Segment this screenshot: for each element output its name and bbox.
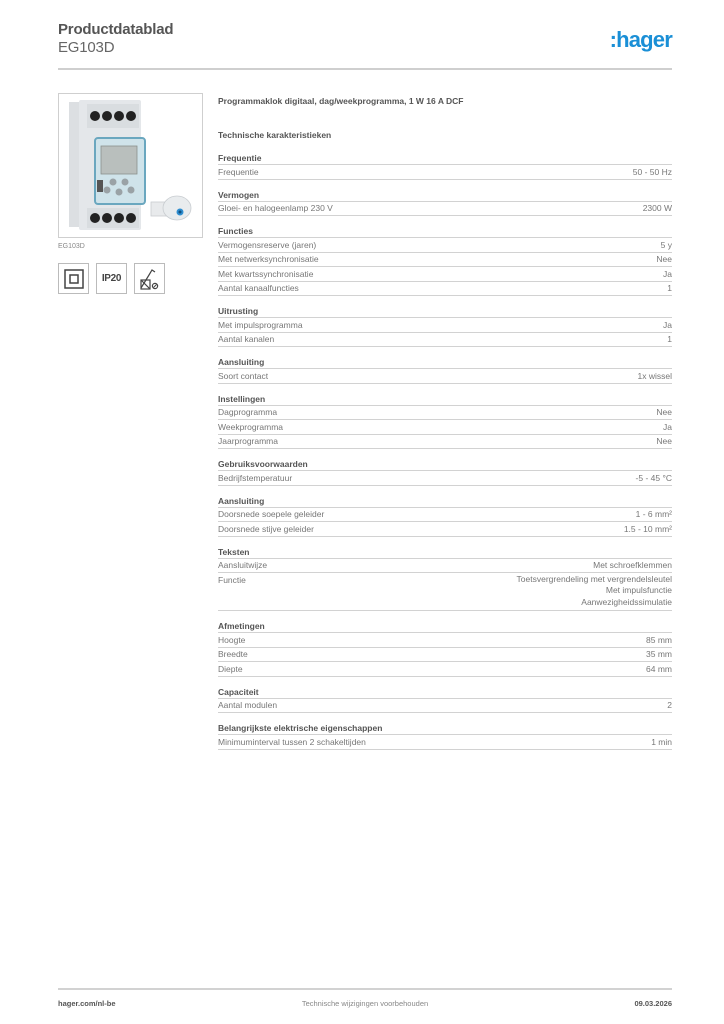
- section-title: Functies: [218, 225, 672, 238]
- section-title: Afmetingen: [218, 620, 672, 633]
- spec-label: Met netwerksynchronisatie: [218, 254, 319, 264]
- spec-section: [218, 458, 672, 486]
- spec-sections: [218, 152, 672, 750]
- footer-date: 09.03.2026: [634, 999, 672, 1008]
- spec-row: [218, 202, 672, 217]
- timer-device-illustration: [59, 94, 203, 238]
- spec-value: Ja: [663, 421, 672, 432]
- spec-label: Soort contact: [218, 370, 269, 381]
- spec-label: Diepte: [218, 663, 243, 674]
- spec-label: Frequentie: [218, 166, 259, 177]
- document-title: Productdatablad: [58, 21, 174, 38]
- spec-row: [218, 267, 672, 282]
- spec-section: [218, 189, 672, 217]
- spec-label: Dagprogramma: [218, 407, 278, 417]
- spec-label: Aantal kanaalfuncties: [218, 283, 299, 293]
- spec-value: 2: [667, 700, 672, 710]
- spec-label: Weekprogramma: [218, 421, 284, 432]
- switch-contact-icon: [134, 263, 165, 294]
- spec-value-line: Aanwezigheidssimulatie: [581, 596, 672, 607]
- spec-label: Breedte: [218, 649, 248, 659]
- spec-label: Minimuminterval tussen 2 schakeltijden: [218, 736, 366, 747]
- header-divider: [58, 68, 672, 70]
- section-title: Capaciteit: [218, 686, 672, 699]
- footer-divider: [58, 988, 672, 990]
- spec-label: Aansluitwijze: [218, 560, 268, 570]
- spec-value-line: Met impulsfunctie: [605, 585, 672, 595]
- product-image: [58, 93, 203, 238]
- spec-label: Functie: [218, 574, 246, 585]
- spec-label: Doorsnede soepele geleider: [218, 509, 325, 519]
- spec-value: 2300 W: [642, 203, 672, 213]
- spec-value: Nee: [656, 254, 672, 264]
- spec-content: [218, 96, 672, 759]
- spec-value: 1 - 6 mm²: [635, 509, 672, 519]
- spec-value: 50 - 50 Hz: [632, 166, 672, 177]
- spec-section: [218, 620, 672, 677]
- spec-row: [218, 369, 672, 384]
- product-description: Programmaklok digitaal, dag/weekprogramma, 1 W 16 A DCF: [218, 96, 464, 106]
- spec-section: [218, 546, 672, 612]
- spec-value: 1 min: [651, 736, 672, 747]
- section-title: Teksten: [218, 546, 672, 559]
- spec-label: Gloei- en halogeenlamp 230 V: [218, 203, 333, 213]
- spec-section: [218, 225, 672, 296]
- spec-value: -5 - 45 °C: [635, 472, 672, 483]
- footer-disclaimer: Technische wijzigingen voorbehouden: [301, 999, 429, 1008]
- spec-section: [218, 722, 672, 750]
- spec-label: Met kwartssynchronisatie: [218, 268, 314, 279]
- spec-label: Doorsnede stijve geleider: [218, 523, 314, 534]
- spec-value: Met schroefklemmen: [593, 560, 672, 570]
- spec-label: Jaarprogramma: [218, 436, 278, 446]
- spec-label: Hoogte: [218, 634, 246, 645]
- spec-row: [218, 735, 672, 750]
- certification-icons: [58, 263, 165, 294]
- spec-value: Nee: [656, 436, 672, 446]
- spec-value-line: Toetsvergrendeling met vergrendelsleutel: [516, 573, 672, 584]
- spec-value: Nee: [656, 407, 672, 417]
- spec-value: 1x wissel: [637, 370, 672, 381]
- spec-row: [218, 648, 672, 663]
- spec-value: 64 mm: [646, 663, 672, 674]
- double-insulation-icon: [58, 263, 89, 294]
- section-title: Frequentie: [218, 152, 672, 165]
- spec-label: Aantal modulen: [218, 700, 278, 710]
- spec-row: [218, 633, 672, 648]
- section-title: Aansluiting: [218, 356, 672, 369]
- spec-row: [218, 471, 672, 486]
- spec-row: [218, 333, 672, 348]
- spec-row: [218, 282, 672, 297]
- spec-row: [218, 508, 672, 523]
- spec-row: [218, 662, 672, 677]
- footer-website[interactable]: hager.com/nl-be: [58, 999, 116, 1008]
- spec-label: Aantal kanalen: [218, 334, 275, 344]
- spec-section: [218, 356, 672, 384]
- spec-value: 5 y: [660, 239, 672, 250]
- section-title: Aansluiting: [218, 495, 672, 508]
- spec-row: [218, 165, 672, 180]
- spec-value: [517, 574, 672, 609]
- hager-logo: :hager: [609, 27, 672, 52]
- section-title: Uitrusting: [218, 305, 672, 318]
- page-header: [58, 21, 672, 69]
- section-title: Gebruiksvoorwaarden: [218, 458, 672, 471]
- spec-value: 1: [667, 334, 672, 344]
- spec-row: [218, 573, 672, 611]
- spec-value: Ja: [663, 268, 672, 279]
- spec-row: [218, 435, 672, 450]
- specs-title: Technische karakteristieken: [218, 130, 332, 140]
- section-title: Instellingen: [218, 393, 672, 406]
- spec-label: Met impulsprogramma: [218, 319, 303, 330]
- spec-value: 1.5 - 10 mm²: [623, 523, 672, 534]
- spec-value: Ja: [663, 319, 672, 330]
- spec-section: [218, 152, 672, 180]
- spec-section: [218, 686, 672, 714]
- spec-row: [218, 253, 672, 268]
- product-code: EG103D: [58, 39, 115, 56]
- spec-row: [218, 559, 672, 574]
- spec-label: Vermogensreserve (jaren): [218, 239, 317, 250]
- spec-value: 35 mm: [646, 649, 672, 659]
- spec-row: [218, 238, 672, 253]
- spec-row: [218, 699, 672, 714]
- image-caption: EG103D: [58, 243, 85, 250]
- spec-section: [218, 495, 672, 537]
- spec-value: 1: [667, 283, 672, 293]
- spec-label: Bedrijfstemperatuur: [218, 472, 293, 483]
- section-title: Belangrijkste elektrische eigenschappen: [218, 722, 672, 735]
- spec-row: [218, 406, 672, 421]
- spec-row: [218, 318, 672, 333]
- spec-row: [218, 522, 672, 537]
- spec-row: [218, 420, 672, 435]
- ip20-icon: [96, 263, 127, 294]
- spec-value: 85 mm: [646, 634, 672, 645]
- spec-section: [218, 393, 672, 450]
- ip-rating-label: IP20: [101, 273, 122, 284]
- spec-section: [218, 305, 672, 347]
- section-title: Vermogen: [218, 189, 672, 202]
